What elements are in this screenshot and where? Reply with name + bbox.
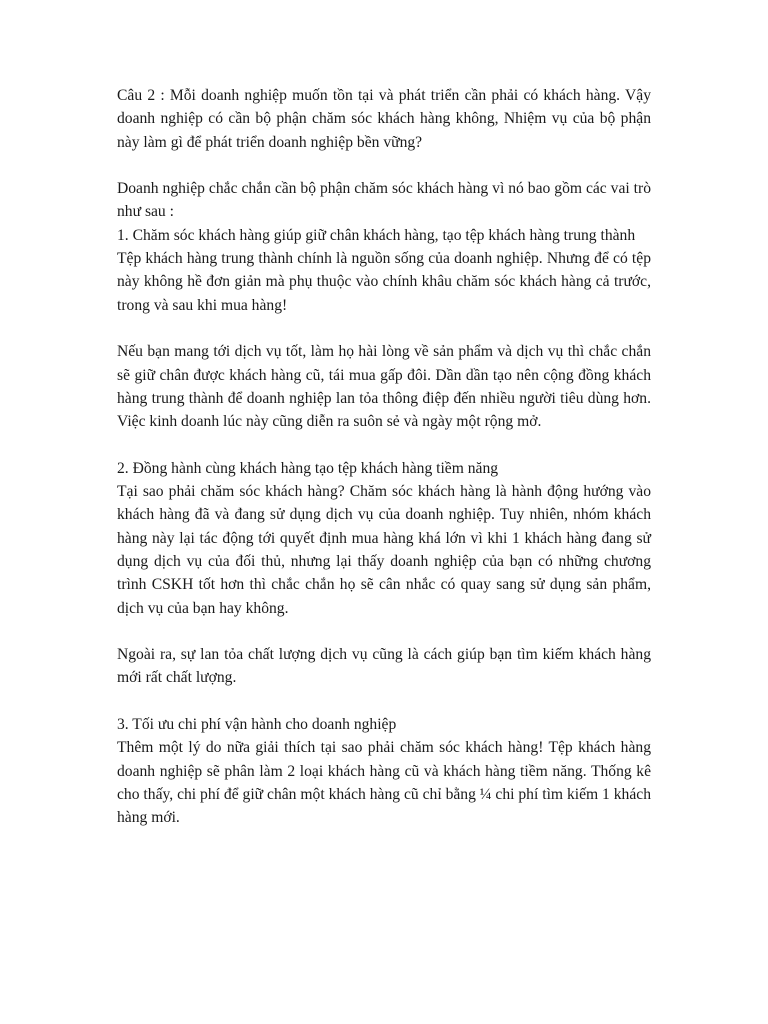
section2-heading: 2. Đồng hành cùng khách hàng tạo tệp khách hàng tiềm năng: [117, 459, 499, 477]
section1-heading: 1. Chăm sóc khách hàng giúp giữ chân khách hàng, tạo tệp khách hàng trung thành: [117, 226, 636, 244]
section1-body: Tệp khách hàng trung thành chính là nguồn sống của doanh nghiệp. Nhưng để có tệp này không hề đơn giản mà phụ thuộc vào chính khâu chăm sóc khách hàng cả trước, trong và sau khi mua hàng!: [117, 250, 651, 314]
section3-heading: 3. Tối ưu chi phí vận hành cho doanh nghiệp: [117, 716, 397, 734]
section2-body: Tại sao phải chăm sóc khách hàng? Chăm sóc khách hàng là hành động hướng vào khách hàng đã và đang sử dụng dịch vụ của doanh nghiệp. Tuy nhiên, nhóm khách hàng này lại tác động tới quyết định mua hàng khá lớn vì khi 1 khách hàng đang sử dụng dịch vụ của đối thủ, nhưng lại thấy doanh nghiệp của bạn có những chương trình CSKH tốt hơn thì chắc chắn họ sẽ cân nhắc có quay sang sử dụng sản phẩm, dịch vụ của bạn hay không.: [117, 483, 651, 617]
question-paragraph: Câu 2 : Mỗi doanh nghiệp muốn tồn tại và phát triển cần phải có khách hàng. Vậy doanh nghiệp có cần bộ phận chăm sóc khách hàng không, Nhiệm vụ của bộ phận này làm gì để phát triển doanh nghiệp bền vững?: [117, 87, 651, 151]
paragraph-gap: [117, 433, 651, 456]
section3-body: Thêm một lý do nữa giải thích tại sao phải chăm sóc khách hàng! Tệp khách hàng doanh nghiệp sẽ phân làm 2 loại khách hàng cũ và khách hàng tiềm năng. Thống kê cho thấy, chi phí để giữ chân một khách hàng cũ chỉ bằng ¼ chi phí tìm kiếm 1 khách hàng mới.: [117, 739, 651, 827]
paragraph-gap: [117, 620, 651, 643]
paragraph-gap: [117, 690, 651, 713]
paragraph-gap: [117, 154, 651, 177]
section2-body-2: Ngoài ra, sự lan tỏa chất lượng dịch vụ cũng là cách giúp bạn tìm kiếm khách hàng mới rất chất lượng.: [117, 646, 651, 687]
paragraph-gap: [117, 317, 651, 340]
section1-body-2: Nếu bạn mang tới dịch vụ tốt, làm họ hài lòng về sản phẩm và dịch vụ thì chắc chắn sẽ giữ chân được khách hàng cũ, tái mua gấp đôi. Dần dần tạo nên cộng đồng khách hàng trung thành để doanh nghiệp lan tỏa thông điệp đến nhiều người tiêu dùng hơn. Việc kinh doanh lúc này cũng diễn ra suôn sẻ và ngày một rộng mở.: [117, 343, 651, 431]
intro-paragraph: Doanh nghiệp chắc chắn cần bộ phận chăm sóc khách hàng vì nó bao gồm các vai trò như sau :: [117, 180, 651, 221]
document-page: [117, 84, 651, 830]
